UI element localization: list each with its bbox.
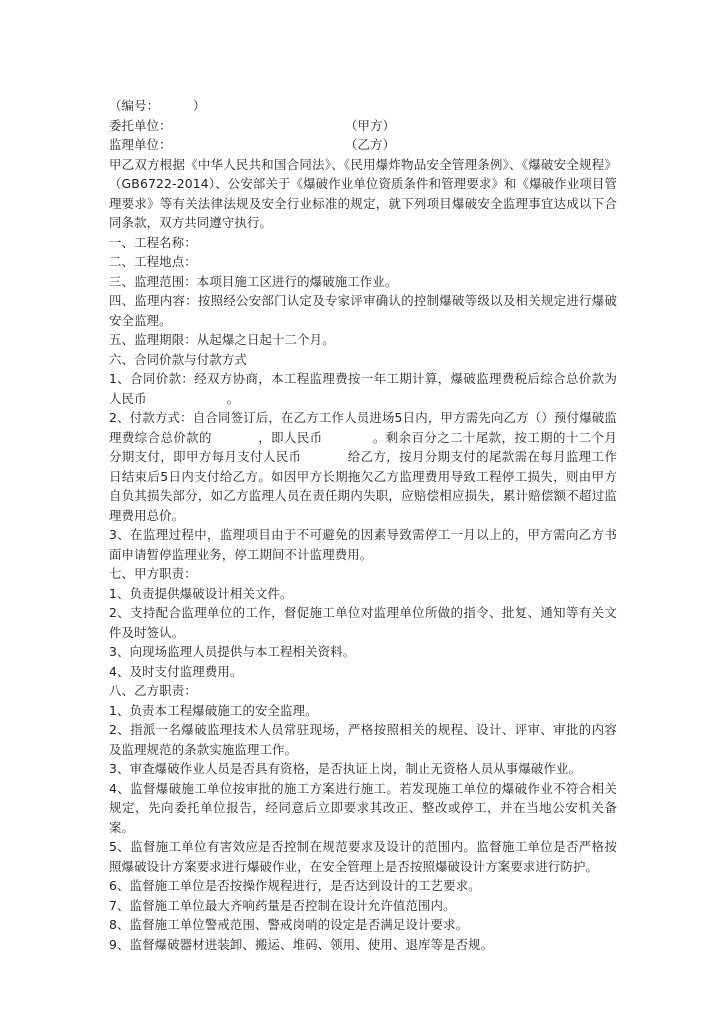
- client-label: 委托单位：: [109, 117, 172, 133]
- payment-clause-1-text: 1、合同价款：经双方协商，本工程监理费按一年工期计算，爆破监理费税后综合总价款为人民币: [109, 371, 617, 406]
- contract-number-line: [109, 96, 617, 116]
- section-payment-heading: 六、合同价款与付款方式: [109, 351, 247, 367]
- payment-clause-2-text-d: 给乙方，按月分期支付的尾款需在每月监理工作日结束后5日内支付给乙方。如因甲方长期拖欠乙方监理费用导致工程停工损失，则由甲方自负其损失部分，如乙方监理人员在责任期内失职，应赔偿相应损失，累计赔偿额不超过监理费用总价。: [109, 449, 617, 523]
- supervisor-label: 监理单位：: [109, 137, 172, 152]
- supervisor-line: [109, 135, 617, 155]
- payment-clause-2-text-b: ，即人民币: [257, 429, 323, 445]
- section-party-b-heading: 八、乙方职责：: [109, 683, 197, 698]
- party-a-item: 2、支持配合监理单位的工作，督促施工单位对监理单位所做的指令、批复、通知等有关文件及时签认。: [109, 605, 617, 640]
- section-content: 四、监理内容：按照经公安部门认定及专家评审确认的控制爆破等级以及相关规定进行爆破安全监理。: [109, 293, 617, 328]
- party-b-item: 3、审查爆破作业人员是否具有资格，是否执证上岗，制止无资格人员从事爆破作业。: [109, 761, 582, 776]
- party-b-item: 7、监督施工单位最大齐响药量是否控制在设计允许值范围内。: [109, 897, 456, 913]
- section-party-a-heading: 七、甲方职责：: [109, 566, 197, 581]
- party-a-item: 3、向现场监理人员提供与本工程相关资料。: [109, 644, 356, 659]
- party-b-item: 4、监督爆破施工单位按审批的施工方案进行施工。若发现施工单位的爆破作业不符合相关规定，先向委托单位报告，经同意后立即要求其改正、整改或停工，并在当地公安机关备案。: [109, 780, 617, 835]
- party-b-item: 5、监督施工单位有害效应是否控制在规范要求及设计的范围内。监督施工单位是否严格按照爆破设计方案要求进行爆破作业，在安全管理上是否按照爆破设计方案要求进行防护。: [109, 839, 617, 874]
- contract-number-label: （编号：: [109, 98, 160, 113]
- section-period: 五、监理期限：从起爆之日起十二个月。: [109, 332, 335, 347]
- contract-number-close: ）: [193, 98, 206, 113]
- client-line: [109, 116, 617, 136]
- party-b-item: 2、指派一名爆破监理技术人员常驻现场，严格按照相关的规程、设计、评审、审批的内容及监理规范的条款实施监理工作。: [109, 722, 617, 757]
- party-a-item: 4、及时支付监理费用。: [109, 663, 243, 679]
- supervisor-party: （乙方）: [345, 137, 396, 152]
- section-project-location: 二、工程地点：: [109, 254, 197, 269]
- client-party: （甲方）: [345, 117, 396, 133]
- payment-clause-1: [109, 369, 617, 408]
- party-a-item: 1、负责提供爆破设计相关文件。: [109, 585, 293, 601]
- payment-clause-2-text-c: 。剩余百分之二十尾款，按工期的十二个月分期支付，即甲方每月支付人民币: [109, 429, 618, 464]
- party-b-item: 8、监督施工单位警戒范围、警戒岗哨的设定是否满足设计要求。: [109, 917, 469, 932]
- payment-clause-2-text-a: 2、付款方式：自合同签订后，在乙方工作人员进场5日内，甲方需先向乙方（）预付爆破监理费综合总价款的: [109, 410, 617, 445]
- party-b-item: 9、监督爆破器材进装卸、搬运、堆码、领用、使用、退库等是否规。: [109, 936, 494, 952]
- intro-paragraph: 甲乙双方根据《中华人民共和国合同法》、《民用爆炸物品安全管理条例》、《爆破安全规程》（GB6722-2014）、公安部关于《爆破作业单位资质条件和管理要求》和《爆破作业项目管理要求》等有关法律法规及安全行业标准的规定，就下列项目爆破安全监理事宜达成以下合同条款，双方共同遵守执行。: [109, 156, 617, 230]
- party-b-item: 1、负责本工程爆破施工的安全监理。: [109, 702, 318, 718]
- section-scope: 三、监理范围：本项目施工区进行的爆破施工作业。: [109, 273, 398, 289]
- section-project-name: 一、工程名称：: [109, 234, 197, 250]
- party-b-item: 6、监督施工单位是否按操作规程进行，是否达到设计的工艺要求。: [109, 878, 481, 893]
- contract-document: [109, 96, 617, 954]
- payment-clause-1-end: 。: [226, 390, 240, 406]
- payment-clause-2: [109, 408, 617, 525]
- payment-clause-3: 3、在监理过程中，监理项目由于不可避免的因素导致需停工一月以上的，甲方需向乙方书面申请暂停监理业务，停工期间不计监理费用。: [109, 527, 617, 562]
